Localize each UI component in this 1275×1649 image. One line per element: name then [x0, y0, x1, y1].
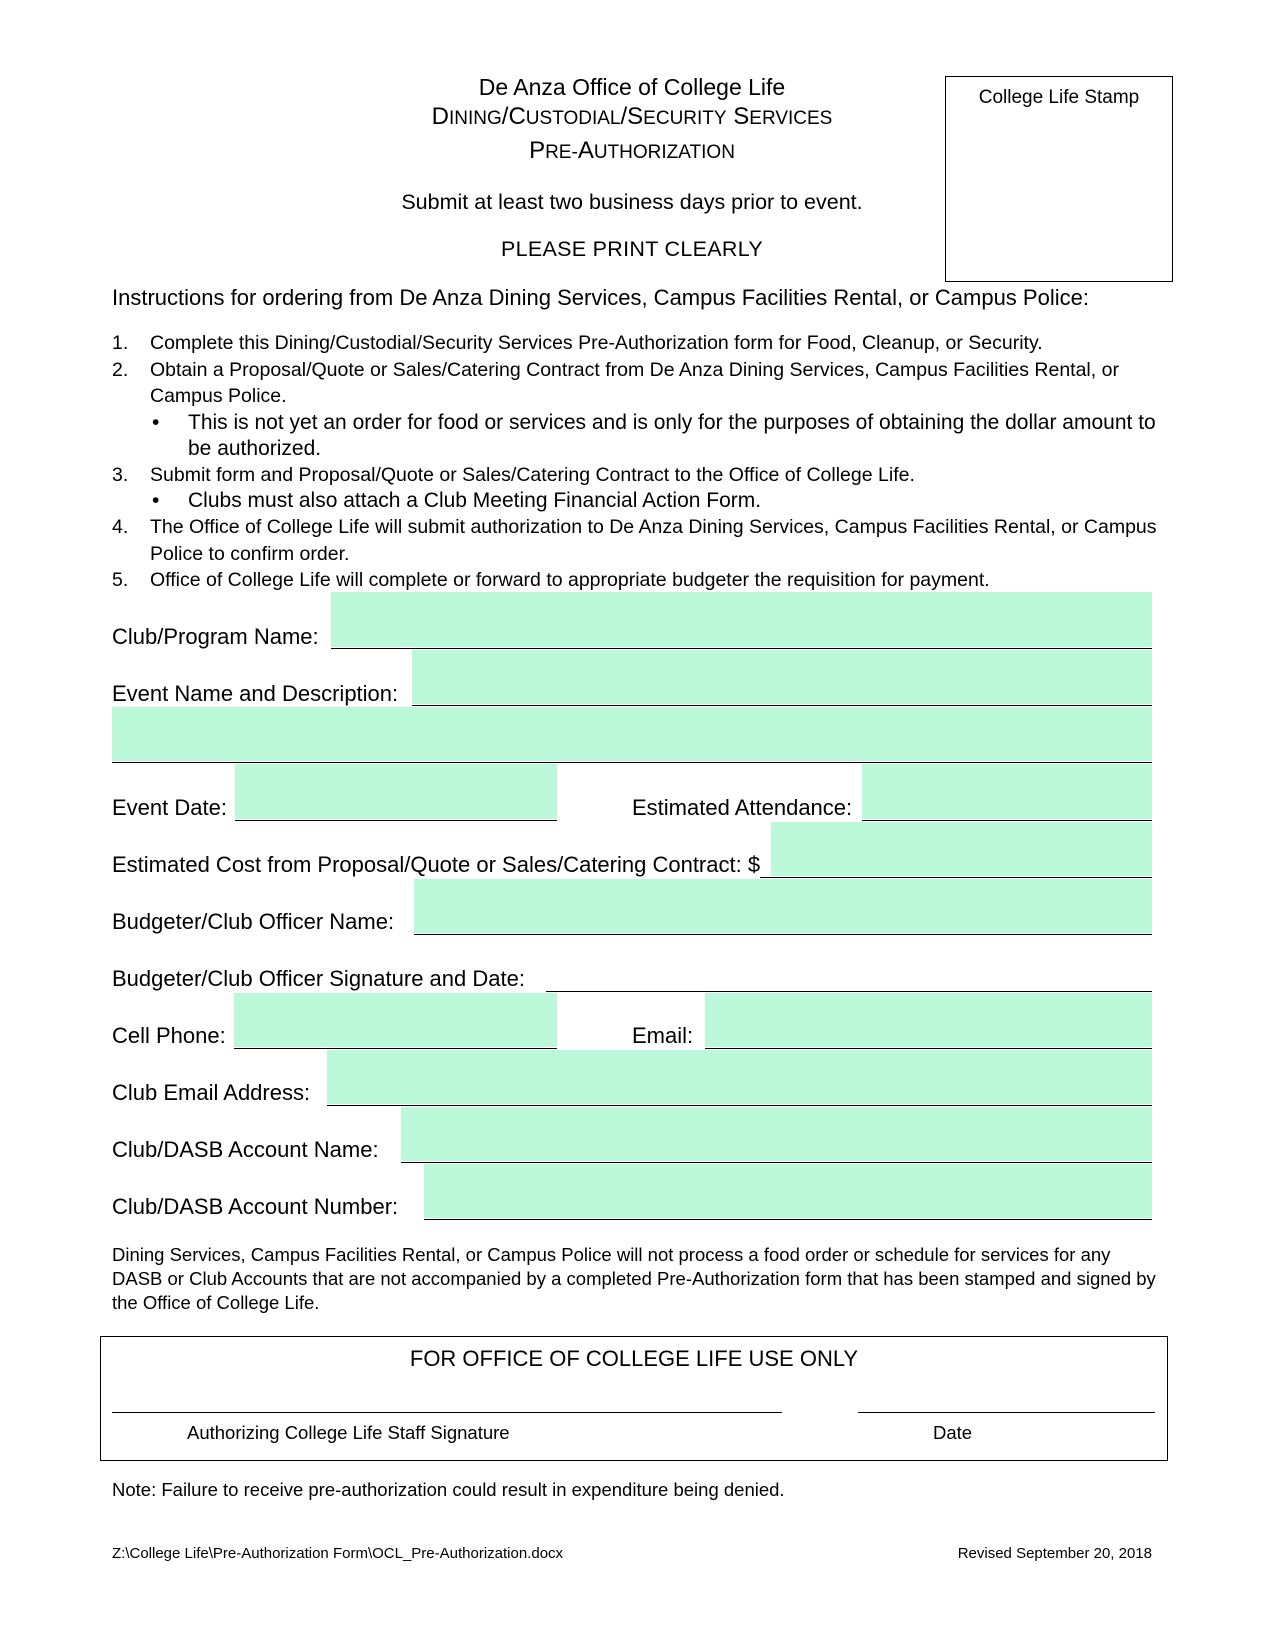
event-date-underline — [235, 820, 557, 821]
instruction-step: 1. Complete this Dining/Custodial/Security Services Pre-Authorization form for Food, Cleanup, or Security. — [112, 332, 1043, 354]
club-program-name-label: Club/Program Name: — [112, 624, 319, 649]
estimated-cost-label: Estimated Cost from Proposal/Quote or Sales/Catering Contract: $ — [112, 852, 761, 877]
budgeter-signature-label: Budgeter/Club Officer Signature and Date: — [112, 966, 525, 991]
instruction-step: 2. Obtain a Proposal/Quote or Sales/Catering Contract from De Anza Dining Services, Campus Facilities Rental, or Campus Police. • This is not yet an order for food or services and is only for the purposes of obtaining the dollar amount to be authorized. — [112, 357, 1172, 462]
estimated-attendance-label: Estimated Attendance: — [632, 795, 853, 820]
account-number-underline — [424, 1219, 1152, 1220]
budgeter-name-field[interactable] — [414, 879, 1152, 933]
account-name-field[interactable] — [401, 1107, 1152, 1161]
instruction-bullet: • Clubs must also attach a Club Meeting Financial Action Form. — [152, 489, 762, 512]
event-name-underline — [412, 705, 1152, 706]
budgeter-name-label: Budgeter/Club Officer Name: — [112, 909, 395, 934]
stamp-label: College Life Stamp — [978, 87, 1140, 108]
budgeter-signature-field[interactable] — [546, 960, 1152, 990]
submit-note: Submit at least two business days prior to event. — [401, 190, 863, 214]
college-life-stamp-box — [945, 76, 1173, 282]
date-label: Date — [933, 1422, 973, 1443]
staff-signature-label: Authorizing College Life Staff Signature — [187, 1422, 510, 1443]
cell-phone-label: Cell Phone: — [112, 1023, 226, 1048]
account-number-label: Club/DASB Account Number: — [112, 1194, 399, 1219]
email-label: Email: — [632, 1023, 694, 1048]
instruction-step: 4. The Office of College Life will submit authorization to De Anza Dining Services, Campus Facilities Rental, or Campus Police to confirm order. — [112, 516, 1157, 565]
club-email-label: Club Email Address: — [112, 1080, 311, 1105]
email-field[interactable] — [705, 993, 1152, 1047]
club-email-underline — [327, 1105, 1152, 1106]
account-name-label: Club/DASB Account Name: — [112, 1137, 379, 1162]
event-name-label: Event Name and Description: — [112, 681, 399, 706]
event-date-field[interactable] — [235, 764, 557, 819]
club-program-name-underline — [331, 648, 1152, 649]
event-description-underline — [112, 762, 1152, 763]
event-date-label: Event Date: — [112, 795, 227, 820]
email-underline — [705, 1048, 1152, 1049]
account-number-field[interactable] — [424, 1164, 1152, 1218]
event-description-field[interactable] — [112, 707, 1152, 761]
office-use-title: FOR OFFICE OF COLLEGE LIFE USE ONLY — [409, 1346, 859, 1371]
instruction-bullet: • This is not yet an order for food or services and is only for the purposes of obtaining the dollar amount to be authorized. — [152, 410, 1156, 460]
form-title: DINING/CUSTODIAL/SECURITY SERVICES — [431, 103, 833, 130]
date-line[interactable] — [858, 1412, 1155, 1413]
budgeter-signature-underline — [546, 991, 1152, 992]
footer-file-path: Z:\College Life\Pre-Authorization Form\OCL_Pre-Authorization.docx — [112, 1545, 564, 1562]
club-email-field[interactable] — [327, 1050, 1152, 1104]
budgeter-name-underline — [414, 934, 1152, 935]
club-program-name-field[interactable] — [331, 592, 1152, 647]
estimated-attendance-field[interactable] — [862, 764, 1152, 819]
estimated-attendance-underline — [862, 820, 1152, 821]
estimated-cost-field[interactable] — [771, 822, 1152, 876]
instruction-step: 5. Office of College Life will complete or forward to appropriate budgeter the requisition for payment. — [112, 569, 990, 591]
instructions-list — [112, 330, 1172, 594]
estimated-cost-underline — [760, 877, 1152, 878]
footer-revised-date: Revised September 20, 2018 — [957, 1545, 1152, 1562]
event-name-field[interactable] — [412, 650, 1152, 704]
account-name-underline — [401, 1162, 1152, 1163]
form-subtitle: PRE-AUTHORIZATION — [529, 137, 735, 164]
instructions-heading: Instructions for ordering from De Anza Dining Services, Campus Facilities Rental, or Campus Police: — [112, 285, 1089, 310]
instruction-step: 3. Submit form and Proposal/Quote or Sales/Catering Contract to the Office of College Life. • Clubs must also attach a Club Meeting Financial Action Form. — [112, 462, 1172, 515]
staff-signature-line[interactable] — [112, 1412, 782, 1413]
final-note: Note: Failure to receive pre-authorization could result in expenditure being denied. — [112, 1479, 785, 1500]
office-name: De Anza Office of College Life — [478, 74, 786, 100]
policy-note: Dining Services, Campus Facilities Rental, or Campus Police will not process a food order or schedule for services for any DASB or Club Accounts that are not accompanied by a completed Pre-Authorization form that has been stamped and signed by the Office of College Life. — [112, 1244, 1156, 1313]
cell-phone-underline — [234, 1048, 557, 1049]
cell-phone-field[interactable] — [234, 993, 557, 1047]
print-clearly-note: PLEASE PRINT CLEARLY — [500, 237, 764, 261]
office-use-box — [100, 1336, 1168, 1461]
